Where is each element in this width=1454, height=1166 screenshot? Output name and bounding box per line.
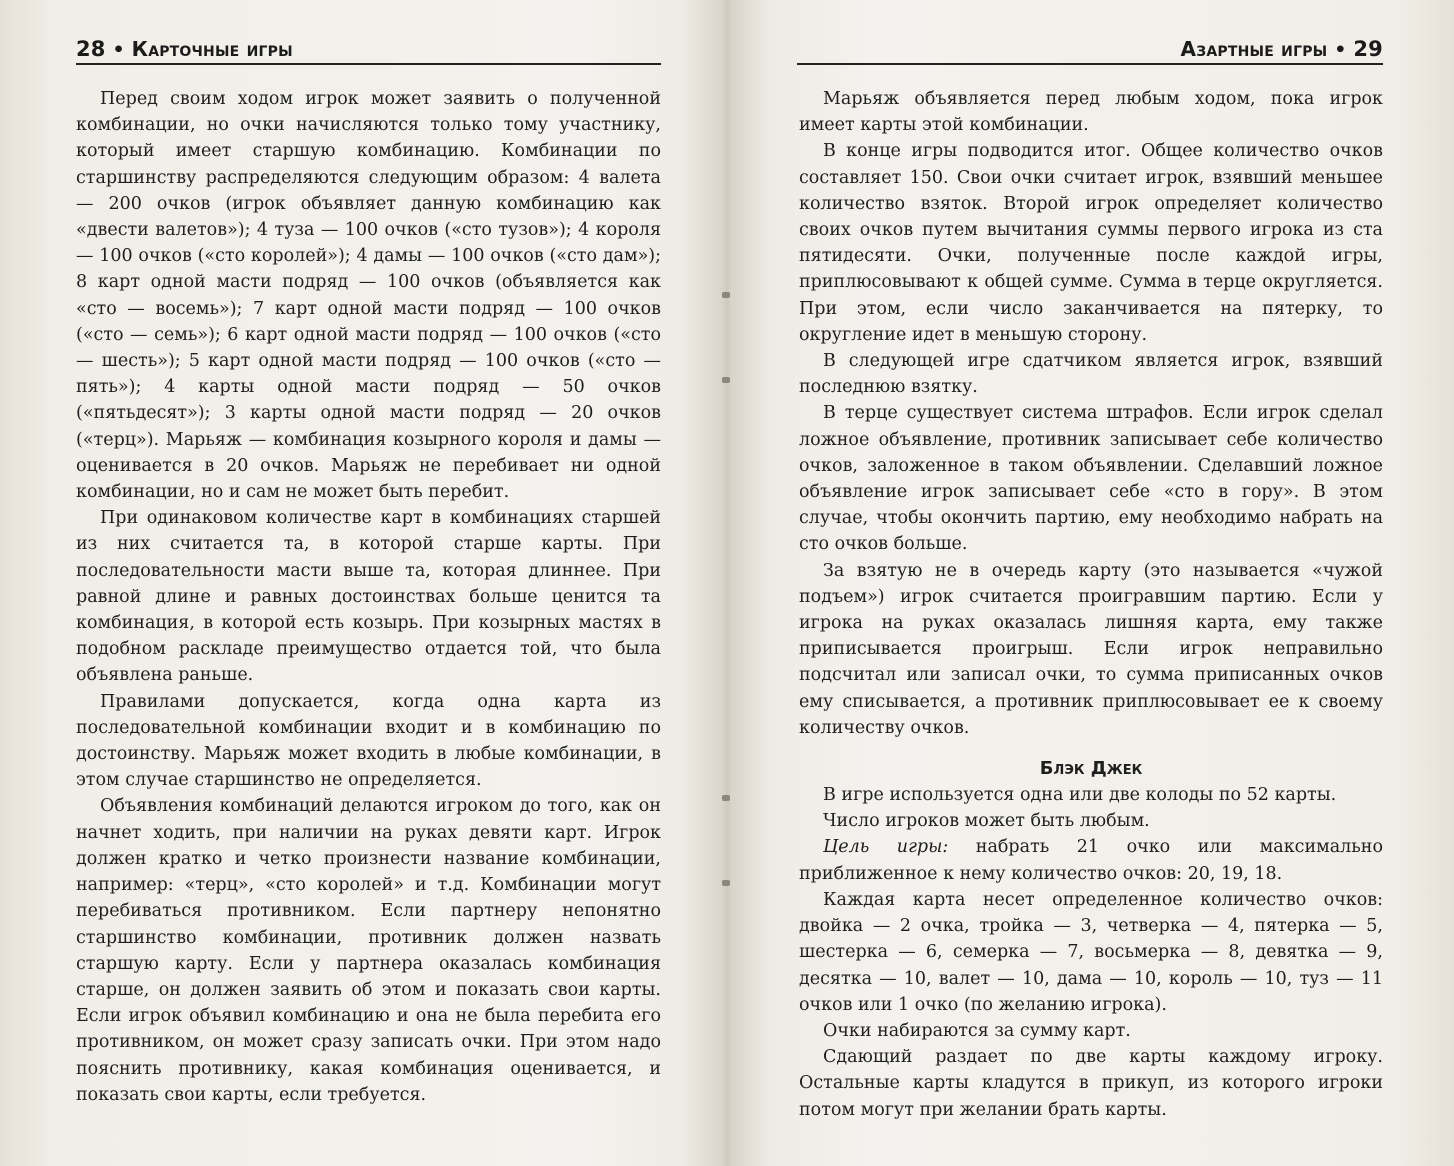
goal-label: Цель игры: [823,837,949,858]
paragraph: Объявления комбинаций делаются игроком до того, как он начнет ходить, при наличии на руках девяти карт. Игрок должен кратко и четко произнести название комбинации, например: «терц», «сто королей» и т.д. Комбинации могут перебиваться противником. Если партнеру непонятно старшинство комбинации, противник должен назвать старшую карту. Если у партнера оказалась комбинация старше, он должен заявить об этом и показать свои карты. Если игрок объявил комбинацию и она не была перебита его противником, он может сразу записать очки. При этом надо пояснить противнику, какая комбинация оценивается, и показать свои карты, если требуется. [76,796,661,1105]
paragraph: В игре используется одна или две колоды по 52 карты. [823,785,1337,806]
paragraph: Каждая карта несет определенное количество очков: двойка — 2 очка, тройка — 3, четверка — 4, пятерка — 5, шестерка — 6, семерка — 7, восьмерка — 8, девятка — 9, десятка — 10, валет — 10, дама — 10, король — 10, туз — 11 очков или 1 очко (по желанию игрока). [799,889,1383,1015]
paragraph: Перед своим ходом игрок может заявить о полученной комбинации, но очки начисляются только тому участнику, который имеет старшую комбинацию. Комбинации по старшинству распределяются следующим образом: 4 валета — 200 очков (игрок объявляет данную комбинацию как «двести валетов»); 4 туза — 100 очков («сто тузов»); 4 короля — 100 очков («сто королей»); 4 дамы — 100 очков («сто дам»); 8 карт одной масти подряд — 100 очков (объявляется как «сто — восемь»); 7 карт одной масти подряд — 100 очков («сто — семь»); 6 карт одной масти подряд — 100 очков («сто — шесть»); 5 карт одной масти подряд — 100 очков («сто — пять»); 4 карты одной масти подряд — 50 очков («пятьдесят»); 3 карты одной масти подряд — 20 очков («терц»). Марьяж — комбинация козырного короля и дамы — оценивается в 20 очков. Марьяж не перебивает ни одной комбинации, но и сам не может быть перебит. [76,89,661,503]
right-page [727,0,1454,1166]
left-header-rule [76,63,661,65]
paragraph: В терце существует система штрафов. Если игрок сделал ложное объявление, противник записывает себе количество очков, заложенное в таком объявлении. Сделавший ложное объявление игрок записывает себе «сто в гору». В этом случае, чтобы окончить партию, ему необходимо набрать на сто очков больше. [799,403,1383,555]
right-page-number: 29 [1353,37,1383,61]
goal-text: набрать 21 очко или максимально приближенное к нему количество очков: 20, 19, 18. [799,837,1383,884]
right-header-rule [797,63,1383,65]
right-running-head [797,34,1383,64]
paragraph: Правилами допускается, когда одна карта из последовательной комбинации входит и в комбинацию по достоинству. Марьяж может входить в любые комбинации, в этом случае старшинство не определяется. [76,691,661,791]
goal-paragraph [799,834,1383,886]
left-body-text [76,86,661,1108]
left-page-number: 28 [76,37,106,61]
right-body-text [799,86,1383,1123]
left-running-head [76,34,661,64]
paragraph: При одинаковом количестве карт в комбинациях старшей из них считается та, в которой старше карты. При последовательности масти выше та, которая длиннее. При равной длине и равных достоинствах больше ценится та комбинация, в которой есть козырь. При козырных мастях в подобном раскладе преимущество отдается той, что была объявлена раньше. [76,508,661,686]
left-section-title: Карточные игры [131,37,293,61]
left-head-separator: • [112,39,125,61]
right-section-title: Азартные игры [1180,37,1328,61]
paragraph: Сдающий раздает по две карты каждому игроку. Остальные карты кладутся в прикуп, из которого игроки потом могут при желании брать карты. [799,1047,1383,1120]
paragraph: За взятую не в очередь карту (это называется «чужой подъем») игрок считается проигравшим партию. Если у игрока на руках оказалась лишняя карта, ему также приписывается проигрыш. Если игрок неправильно подсчитал или записал очки, то сумма приписанных очков ему списывается, а противник приплюсовывает ее к своему количеству очков. [799,560,1383,738]
paragraph: Марьяж объявляется перед любым ходом, пока игрок имеет карты этой комбинации. [799,89,1383,136]
paragraph: В конце игры подводится итог. Общее количество очков составляет 150. Свои очки считает игрок, взявший меньшее количество взяток. Второй игрок определяет количество своих очков путем вычитания суммы первого игрока из ста пятидесяти. Очки, полученные после каждой игры, приплюсовывают к общей сумме. Сумма в терце округляется. При этом, если число заканчивается на пятерку, то округление идет в меньшую сторону. [799,141,1383,345]
paragraph: Число игроков может быть любым. [823,811,1150,832]
blackjack-heading: Блэк Джек [1039,758,1143,780]
paragraph: В следующей игре сдатчиком является игрок, взявший последнюю взятку. [799,351,1383,398]
paragraph: Очки набираются за сумму карт. [823,1020,1131,1041]
right-head-separator: • [1334,39,1347,61]
